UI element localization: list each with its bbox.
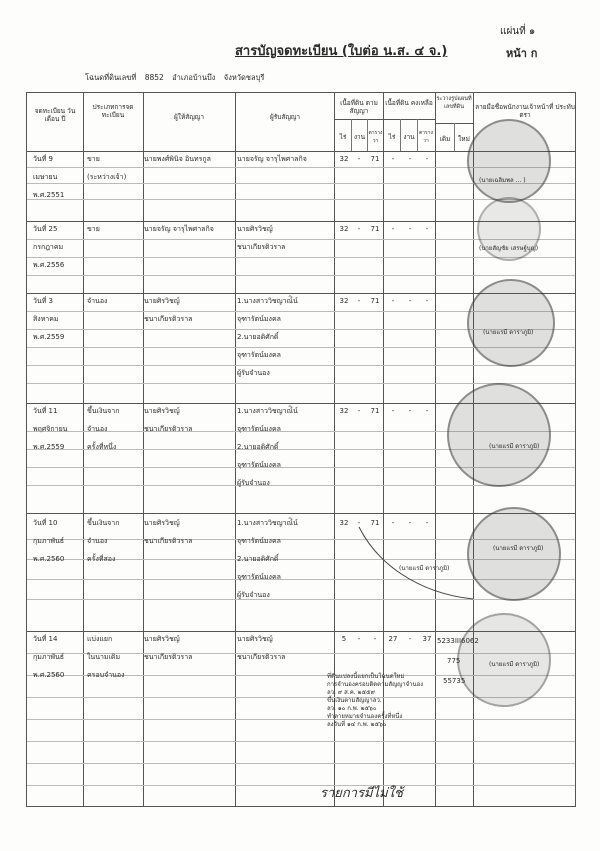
cell-date: กรกฎาคม [33, 243, 64, 251]
cell-area-rai: 32 [339, 225, 349, 233]
officer-name: (นายแรมี ดาราภูมิ) [483, 329, 534, 336]
note-line: ทำลายหมายจำนองครั้งที่หนึ่ง [327, 713, 403, 720]
cell-giver: ชนาเกียรติวราล [144, 425, 193, 433]
cell-area-rwa: - [425, 519, 429, 527]
unit-old: เดิม [439, 135, 451, 143]
cell-date: สิงหาคม [33, 315, 59, 323]
official-seal [467, 119, 551, 203]
cell-date: พ.ศ.2556 [33, 261, 65, 269]
unit-ngan-remain: งาน [403, 133, 415, 141]
cell-type: ขาย [87, 155, 100, 163]
cell-receiver: นายศิรวิชญ์ [237, 635, 273, 643]
cell-date: กุมภาพันธ์ [33, 653, 65, 661]
cell-date: วันที่ 14 [33, 635, 58, 643]
registration-note [327, 673, 439, 729]
cell-area-rwa: - [425, 155, 429, 163]
cell-giver: ชนาเกียรติวราล [144, 653, 193, 661]
cell-area-ngan: - [357, 407, 361, 415]
unit-wa-remain: ตารางวา [419, 130, 433, 144]
cell-receiver: นายศิรวิชญ์ [237, 225, 273, 233]
cell-date: กุมภาพันธ์ [33, 537, 65, 545]
note-line: ลว. ๙ ส.ค. ๒๕๕๙ [327, 689, 375, 696]
handwritten-note: รายการมีไม่ใช้ [320, 786, 403, 801]
cell-type: ครั้งที่หนึ่ง [87, 443, 117, 451]
unit-ngan: งาน [353, 133, 366, 141]
survey-number: 5233III6062 [437, 637, 479, 645]
registration-table [26, 92, 576, 807]
official-seal [467, 507, 561, 601]
page-number: แผ่นที่ ๑ [500, 26, 536, 37]
cell-receiver: จุฑารัตน์มงคล [237, 573, 281, 581]
cell-area-rai: 32 [339, 297, 349, 305]
cell-area-wa: 71 [370, 407, 380, 415]
officer-name: (นายแรมี ดาราภูมิ) [489, 661, 540, 668]
cell-receiver: จุฑารัตน์มงคล [237, 315, 281, 323]
cell-giver: นายจรัญ จารุไพศาลกิจ [144, 225, 214, 233]
cell-giver: ชนาเกียรติวราล [144, 537, 193, 545]
cell-date: พ.ศ.2560 [33, 555, 65, 563]
cell-receiver: 1.นางสาววิชญาณ์ิน์ [237, 519, 298, 527]
cell-date: พ.ศ.2551 [33, 191, 65, 199]
cell-area-wa: 71 [370, 519, 380, 527]
cell-area-wa: 71 [370, 297, 380, 305]
cell-receiver: 2.นายอดิศักดิ์ [237, 443, 279, 451]
col-officer: ลายมือชื่อพนักงานเจ้าหน้าที่ ประทับตรา [475, 103, 575, 119]
cell-receiver: จุฑารัตน์มงคล [237, 425, 281, 433]
col-area-contract: เนื้อที่ดิน ตามสัญญา [340, 99, 378, 115]
cell-area-rwa: - [425, 297, 429, 305]
cell-area-ngan: - [357, 155, 361, 163]
note-line: ลว. ๑๐ ก.พ. ๒๕๖๐ [327, 705, 377, 712]
official-seal [467, 279, 555, 367]
officer-name: (นายแรมี ดาราภูมิ) [493, 545, 544, 552]
note-line: การจำนองครอบติดตามสัญญาจำนอง [327, 681, 424, 688]
cell-type: (ระหว่างเจ้า) [87, 173, 127, 181]
cell-area-rngan: - [408, 635, 412, 643]
cell-area-rai: 32 [339, 155, 349, 163]
cell-area-ngan: - [357, 297, 361, 305]
cell-area-rrai: - [391, 519, 395, 527]
cell-type: จำนอง [87, 537, 108, 545]
cell-date: วันที่ 25 [33, 225, 58, 233]
cell-giver: นายศิรวิชญ์ [144, 407, 180, 415]
cell-giver: นายศิรวิชญ์ [144, 519, 180, 527]
cell-type: จำนอง [87, 297, 108, 305]
cell-giver: ชนาเกียรติวราล [144, 315, 193, 323]
cell-area-rwa: - [425, 225, 429, 233]
cell-receiver: จุฑารัตน์มงคล [237, 461, 281, 469]
note-line: ที่ดินแปลงนี้แยกเป็นโฉนดใหม่ [327, 673, 405, 680]
cell-area-rwa: - [425, 407, 429, 415]
note-line: ขึ้นเงินตามสัญญาลว. [327, 697, 382, 704]
officer-name: (นายเฉลิมพล ... ) [479, 177, 526, 184]
deed-info: โฉนดที่ดินเลขที่ 8852 อำเภอบ้านบึง จังหวัดชลบุรี [85, 73, 265, 82]
cell-receiver: จุฑารัตน์มงคล [237, 537, 281, 545]
cell-date: พ.ศ.2560 [33, 671, 65, 679]
cell-area-rngan: - [408, 297, 412, 305]
unit-wa: ตารางวา [368, 130, 383, 144]
col-type: ประเภทการจดทะเบียน [92, 103, 134, 119]
cell-giver: นายศิรวิชญ์ [144, 635, 180, 643]
cell-type: ในนามเดิม [87, 653, 121, 661]
col-survey: ระวางรูปแผนที่ เลขที่ดิน [436, 96, 472, 110]
unit-rai-remain: ไร่ [388, 133, 396, 141]
cell-receiver: ผู้รับจำนอง [237, 369, 270, 377]
cell-date: วันที่ 3 [33, 297, 54, 305]
cell-area-rrai: 27 [388, 635, 398, 643]
survey-number: 775 [447, 657, 461, 665]
pen-stroke [357, 523, 477, 603]
cell-type: ขึ้นเงินจาก [87, 519, 120, 527]
cell-area-wa: 71 [370, 155, 380, 163]
cell-area-rrai: - [391, 225, 395, 233]
cell-area-rngan: - [408, 225, 412, 233]
cell-date: พฤศจิกายน [33, 425, 68, 433]
cell-type: ครั้งที่สอง [87, 555, 116, 563]
official-seal [447, 383, 551, 487]
cell-receiver: 2.นายอดิศักดิ์ [237, 555, 279, 563]
cell-receiver: ผู้รับจำนอง [237, 479, 270, 487]
cell-date: เมษายน [33, 173, 58, 181]
col-giver: ผู้ให้สัญญา [174, 113, 204, 121]
sub-page-label: หน้า ก [506, 47, 538, 60]
officer-name: (นายแรมี ดาราภูมิ) [489, 443, 540, 450]
cell-area-rngan: - [408, 407, 412, 415]
cell-area-rngan: - [408, 155, 412, 163]
cell-area-rrai: - [391, 155, 395, 163]
cell-type: ครอบจำนอง [87, 671, 125, 679]
officer-name: (นายสัญชัย เสรษฐ์บุญ) [479, 245, 539, 252]
col-area-remain: เนื้อที่ดิน คงเหลือ [385, 99, 433, 107]
cell-receiver: ชนาเกียรติวราล [237, 653, 286, 661]
unit-rai: ไร่ [339, 133, 347, 141]
cell-area-rrai: - [391, 297, 395, 305]
cell-receiver: ผู้รับจำนอง [237, 591, 270, 599]
document-title: สารบัญจดทะเบียน (ใบต่อ น.ส. ๔ จ.) [235, 44, 448, 59]
cell-date: พ.ศ.2559 [33, 333, 65, 341]
cell-area-wa: 71 [370, 225, 380, 233]
col-receiver: ผู้รับสัญญา [269, 113, 301, 121]
cell-area-rngan: - [408, 519, 412, 527]
cell-area-ngan: - [357, 519, 361, 527]
cell-area-rrai: - [391, 407, 395, 415]
cell-date: วันที่ 10 [33, 519, 58, 527]
cell-area-wa: - [373, 635, 377, 643]
unit-new: ใหม่ [458, 135, 470, 143]
cell-receiver: ชนาเกียรติวราล [237, 243, 286, 251]
cell-area-rai: 5 [341, 635, 347, 643]
stamp-note: (นายแรมี ดาราภูมิ) [399, 565, 450, 572]
col-date: จดทะเบียน วัน เดือน ปี [34, 107, 76, 123]
cell-area-ngan: - [357, 225, 361, 233]
cell-area-rwa: 37 [422, 635, 432, 643]
cell-giver: นายพงศ์พินิจ อินทรกูล [144, 155, 211, 163]
cell-area-rai: 32 [339, 407, 349, 415]
cell-receiver: จุฑารัตน์มงคล [237, 351, 281, 359]
cell-type: ขาย [87, 225, 100, 233]
cell-giver: นายศิรวิชญ์ [144, 297, 180, 305]
cell-receiver: 1.นางสาววิชญาณ์ิน์ [237, 297, 298, 305]
cell-area-rai: 32 [339, 519, 349, 527]
cell-type: แบ่งแยก [87, 635, 113, 643]
cell-date: วันที่ 9 [33, 155, 54, 163]
cell-type: จำนอง [87, 425, 108, 433]
cell-date: พ.ศ.2559 [33, 443, 65, 451]
note-line: ลงวันที่ ๑๔ ก.พ. ๒๕๖๐ [327, 721, 387, 728]
cell-date: วันที่ 11 [33, 407, 58, 415]
cell-receiver: นายจรัญ จารุไพศาลกิจ [237, 155, 307, 163]
survey-number: 55735 [443, 677, 466, 685]
cell-area-ngan: - [357, 635, 361, 643]
cell-receiver: 1.นางสาววิชญาณ์ิน์ [237, 407, 298, 415]
cell-type: ขึ้นเงินจาก [87, 407, 120, 415]
cell-receiver: 2.นายอดิศักดิ์ [237, 333, 279, 341]
